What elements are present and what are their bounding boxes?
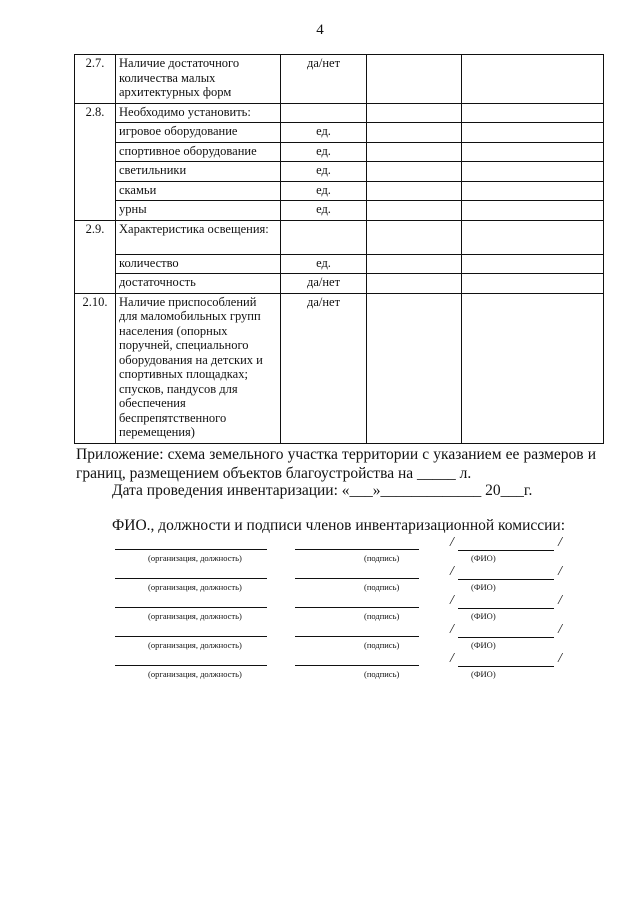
table-row — [75, 181, 604, 201]
sign-caption: (подпись) — [364, 611, 400, 621]
signature-line[interactable] — [295, 665, 419, 666]
row-name: Наличие достаточного количества малых архитектурных форм — [116, 55, 281, 104]
slash-mark: / — [450, 651, 454, 666]
slash-mark: / — [558, 622, 562, 637]
signature-row — [0, 622, 640, 653]
sign-caption: (подпись) — [364, 582, 400, 592]
table-row — [75, 103, 604, 123]
table-row — [75, 274, 604, 294]
fio-caption: (ФИО) — [471, 640, 496, 650]
table-row — [75, 293, 604, 443]
org-caption: (организация, должность) — [148, 611, 242, 621]
table-row — [75, 220, 604, 254]
row-value-cell[interactable] — [367, 103, 462, 123]
row-unit: ед. — [281, 254, 367, 274]
row-note-cell[interactable] — [462, 274, 604, 294]
row-name: Характеристика освещения: — [116, 220, 281, 254]
row-name: игровое оборудование — [116, 123, 281, 143]
row-name: Наличие приспособлений для маломобильных групп населения (опорных поручней, специального оборудования на детских и спортивных площадках; спусков, пандусов для обеспечения беспрепятственного перемещения) — [116, 293, 281, 443]
sign-caption: (подпись) — [364, 553, 400, 563]
inventory-table-body — [75, 55, 604, 444]
row-number — [75, 162, 116, 182]
signature-line[interactable] — [295, 549, 419, 550]
slash-mark: / — [450, 535, 454, 550]
row-value-cell[interactable] — [367, 293, 462, 443]
row-unit: да/нет — [281, 55, 367, 104]
slash-mark: / — [558, 564, 562, 579]
row-unit: ед. — [281, 181, 367, 201]
fio-underline — [458, 666, 554, 667]
signature-row — [0, 651, 640, 682]
row-value-cell[interactable] — [367, 55, 462, 104]
fio-underline — [458, 637, 554, 638]
row-name: светильники — [116, 162, 281, 182]
org-position-line[interactable] — [115, 636, 267, 637]
row-note-cell[interactable] — [462, 181, 604, 201]
row-number — [75, 201, 116, 221]
org-position-line[interactable] — [115, 665, 267, 666]
org-position-line[interactable] — [115, 549, 267, 550]
fio-underline — [458, 550, 554, 551]
commission-title: ФИО., должности и подписи членов инвентаризационной комиссии: — [112, 517, 566, 534]
signature-row — [0, 564, 640, 595]
row-name: урны — [116, 201, 281, 221]
slash-mark: / — [450, 622, 454, 637]
signature-line[interactable] — [295, 578, 419, 579]
table-row — [75, 55, 604, 104]
row-note-cell[interactable] — [462, 123, 604, 143]
org-position-line[interactable] — [115, 578, 267, 579]
row-note-cell[interactable] — [462, 103, 604, 123]
table-row — [75, 123, 604, 143]
signature-line[interactable] — [295, 636, 419, 637]
row-note-cell[interactable] — [462, 220, 604, 254]
org-caption: (организация, должность) — [148, 582, 242, 592]
row-number — [75, 274, 116, 294]
fio-underline — [458, 579, 554, 580]
page-number: 4 — [316, 22, 324, 38]
table-row — [75, 162, 604, 182]
signature-line[interactable] — [295, 607, 419, 608]
appendix-note: Приложение: схема земельного участка территории с указанием ее размеров и границ, размещением объектов благоустройства на _____ л. — [76, 446, 596, 482]
table-row — [75, 254, 604, 274]
row-value-cell[interactable] — [367, 142, 462, 162]
row-value-cell[interactable] — [367, 123, 462, 143]
sign-caption: (подпись) — [364, 669, 400, 679]
fio-caption: (ФИО) — [471, 553, 496, 563]
table-row — [75, 142, 604, 162]
table-row — [75, 201, 604, 221]
row-number — [75, 142, 116, 162]
row-name: достаточность — [116, 274, 281, 294]
row-note-cell[interactable] — [462, 55, 604, 104]
row-number — [75, 181, 116, 201]
signature-row — [0, 535, 640, 566]
signature-row — [0, 593, 640, 624]
row-unit: ед. — [281, 123, 367, 143]
org-caption: (организация, должность) — [148, 640, 242, 650]
row-note-cell[interactable] — [462, 254, 604, 274]
row-value-cell[interactable] — [367, 162, 462, 182]
row-number: 2.7. — [75, 55, 116, 104]
row-note-cell[interactable] — [462, 162, 604, 182]
row-note-cell[interactable] — [462, 293, 604, 443]
slash-mark: / — [558, 593, 562, 608]
row-name: спортивное оборудование — [116, 142, 281, 162]
inventory-date: Дата проведения инвентаризации: «___»_____________ 20___г. — [112, 482, 533, 499]
org-caption: (организация, должность) — [148, 553, 242, 563]
row-value-cell[interactable] — [367, 274, 462, 294]
row-number — [75, 254, 116, 274]
row-unit: ед. — [281, 201, 367, 221]
row-name: Необходимо установить: — [116, 103, 281, 123]
row-unit: ед. — [281, 162, 367, 182]
row-value-cell[interactable] — [367, 201, 462, 221]
fio-caption: (ФИО) — [471, 582, 496, 592]
row-unit — [281, 103, 367, 123]
row-value-cell[interactable] — [367, 181, 462, 201]
slash-mark: / — [558, 535, 562, 550]
inventory-table — [74, 54, 604, 444]
sign-caption: (подпись) — [364, 640, 400, 650]
row-name: количество — [116, 254, 281, 274]
row-unit: да/нет — [281, 293, 367, 443]
row-value-cell[interactable] — [367, 220, 462, 254]
slash-mark: / — [558, 651, 562, 666]
org-caption: (организация, должность) — [148, 669, 242, 679]
row-number: 2.8. — [75, 103, 116, 123]
row-note-cell[interactable] — [462, 142, 604, 162]
row-number: 2.10. — [75, 293, 116, 443]
fio-caption: (ФИО) — [471, 611, 496, 621]
row-unit — [281, 220, 367, 254]
org-position-line[interactable] — [115, 607, 267, 608]
row-note-cell[interactable] — [462, 201, 604, 221]
row-value-cell[interactable] — [367, 254, 462, 274]
row-unit: да/нет — [281, 274, 367, 294]
slash-mark: / — [450, 593, 454, 608]
row-number — [75, 123, 116, 143]
fio-underline — [458, 608, 554, 609]
row-name: скамьи — [116, 181, 281, 201]
fio-caption: (ФИО) — [471, 669, 496, 679]
row-unit: ед. — [281, 142, 367, 162]
slash-mark: / — [450, 564, 454, 579]
row-number: 2.9. — [75, 220, 116, 254]
